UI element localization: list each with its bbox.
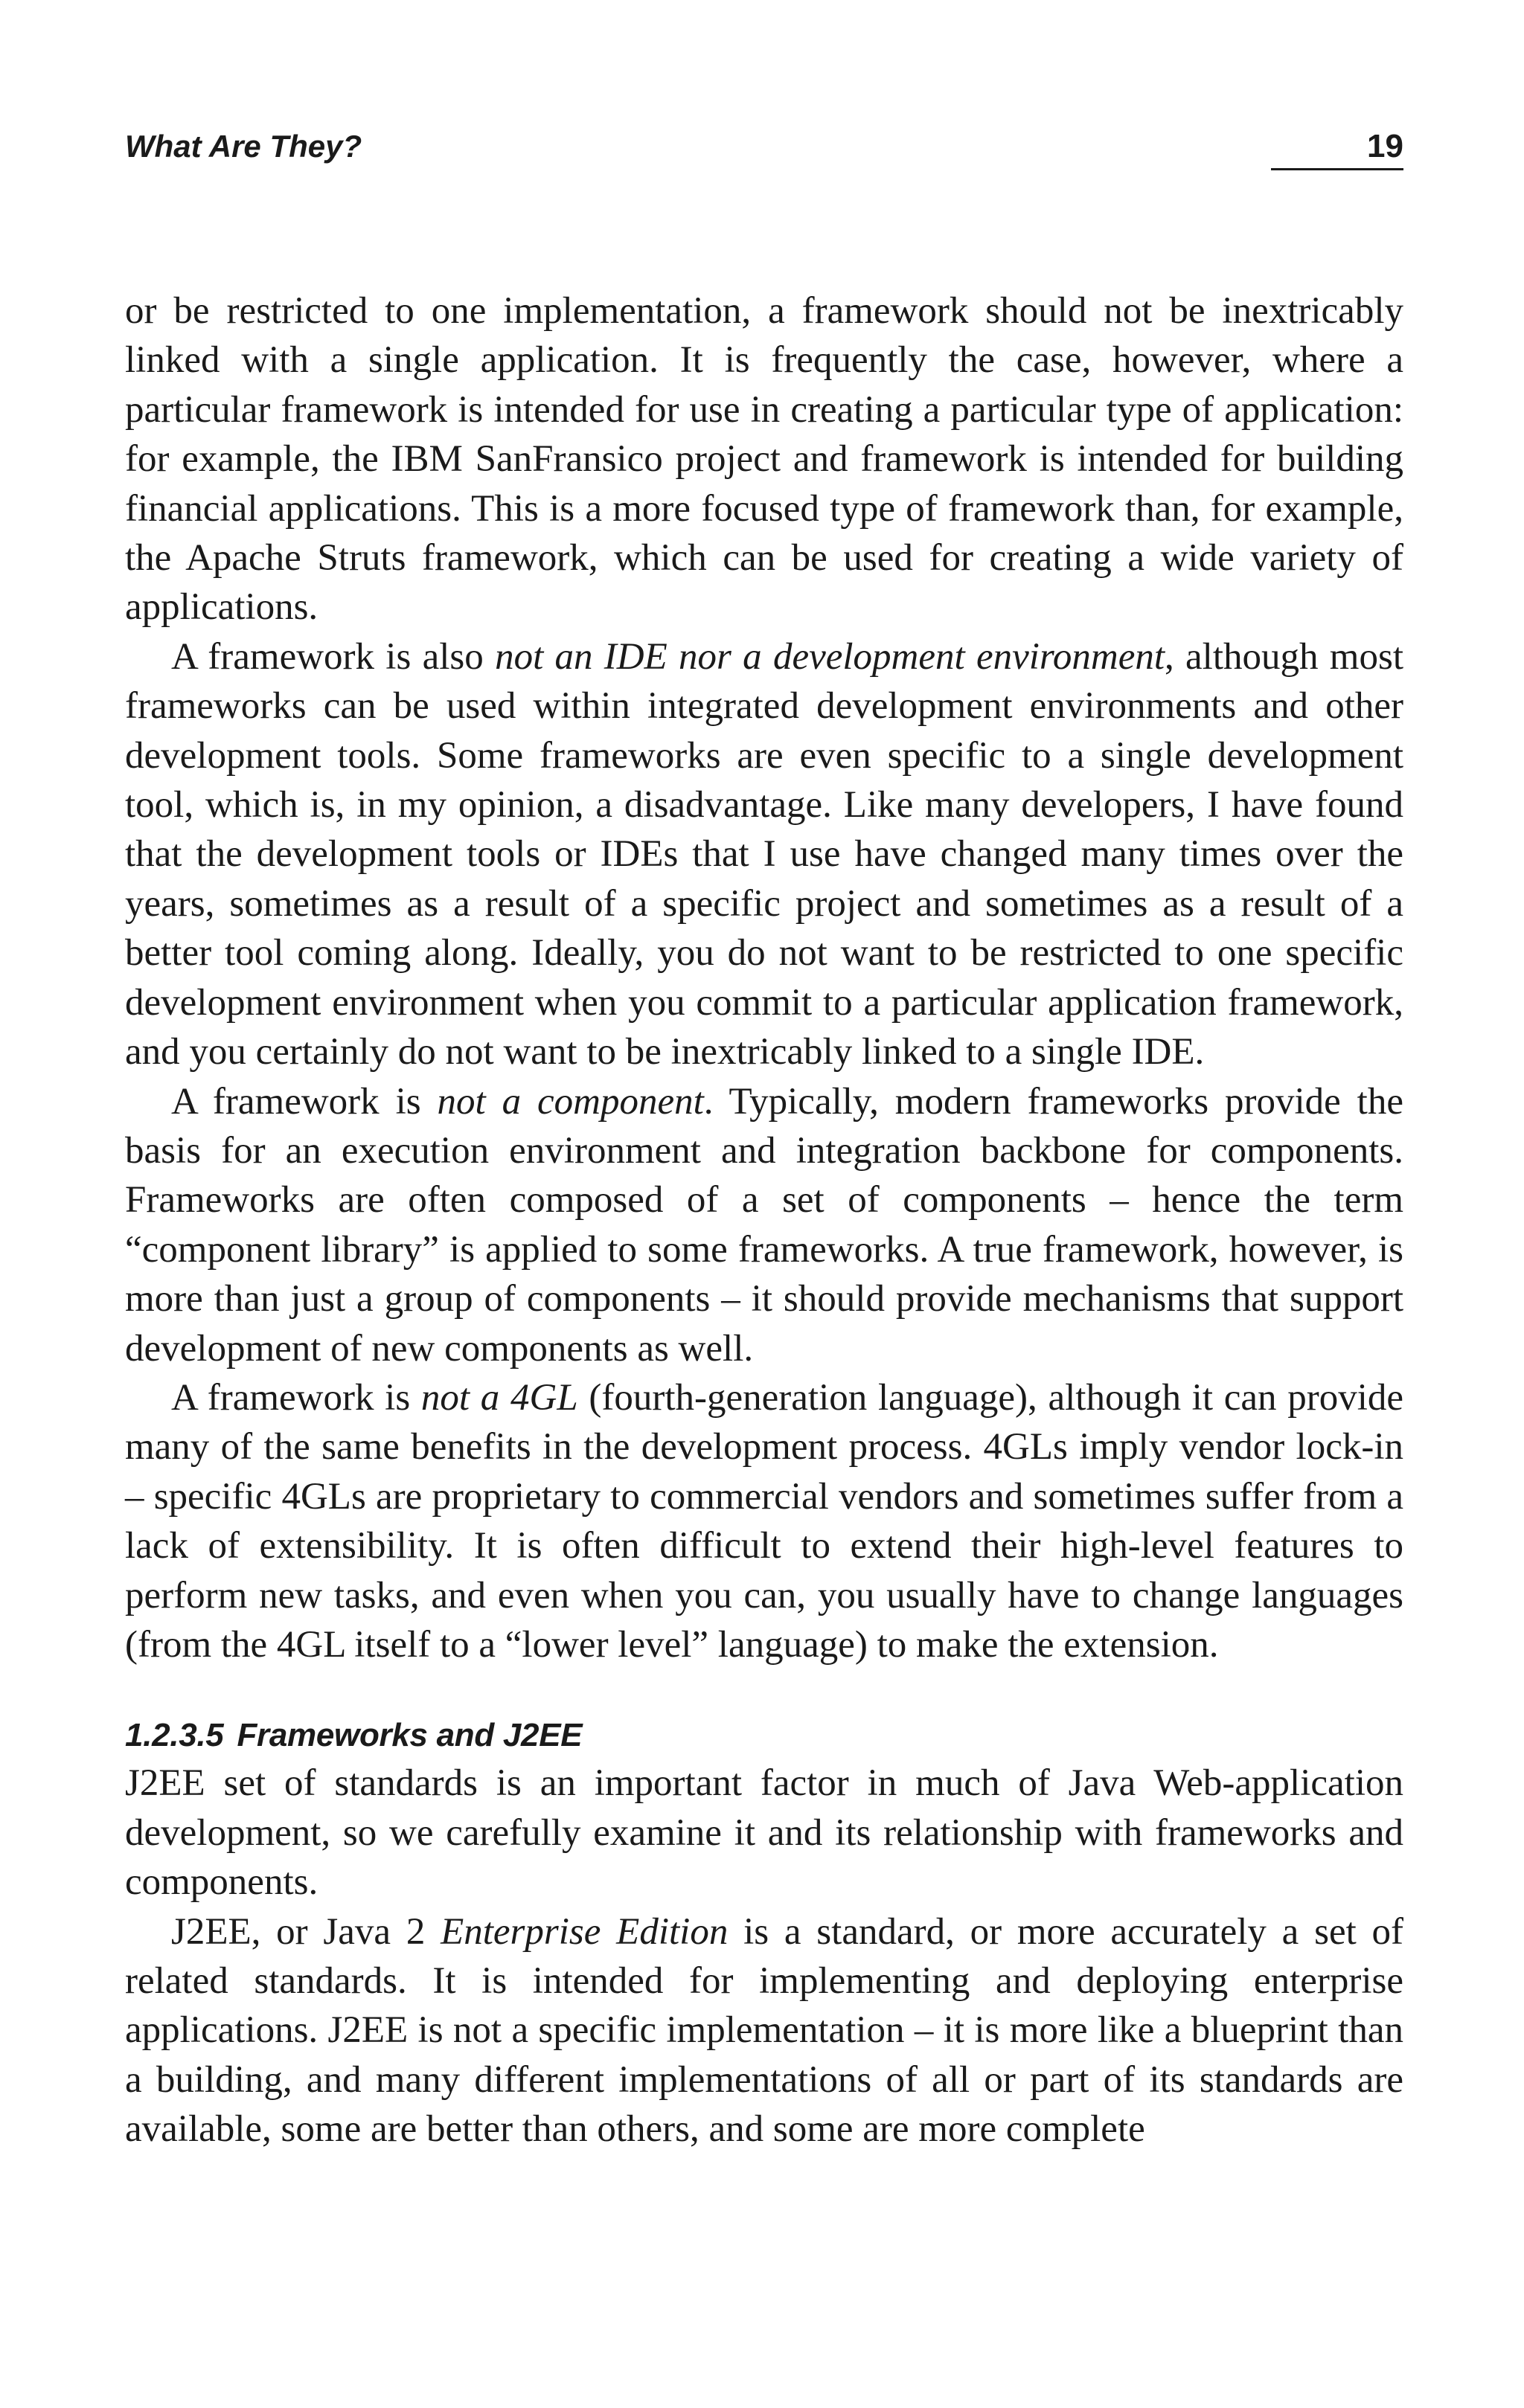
paragraph-j2ee-intro: J2EE set of standards is an important factor in much of Java Web-application development, so we carefully examine it and its relationship with frameworks and components. [125, 1762, 1403, 1904]
paragraph-continued: or be restricted to one implementation, a framework should not be inextricably linked with a single application. It is frequently the case, however, where a particular framework is intended for use in creating a particular type of application: for example, the IBM SanFransico project and framework is intended for building financial applications. This is a more focused type of framework than, for example, the Apache Struts framework, which can be used for creating a wide variety of applications. [125, 290, 1403, 629]
paragraph-not-component [125, 1077, 1403, 1373]
paragraph-text: A framework is [171, 1376, 421, 1419]
paragraph-text: J2EE, or Java 2 [171, 1910, 441, 1953]
paragraph-text: (fourth-generation language), although it can provide many of the same benefits in the development process. 4GLs imply vendor lock-in – specific 4GLs are proprietary to commercial vendors and sometimes suffer from a lack of extensibility. It is often difficult to extend their high-level features to perform new tasks, and even when you can, you usually have to change languages (from the 4GL itself to a “lower level” language) to make the extension. [125, 1376, 1403, 1666]
emphasis-text: not a 4GL [420, 1376, 578, 1419]
paragraph-j2ee-definition [125, 1907, 1403, 2154]
emphasis-text: not a component [437, 1080, 704, 1123]
running-head [125, 128, 1403, 173]
paragraph-text: is a standard, or more accurately a set of related standards. It is intended for implementing and deploying enterprise applications. J2EE is not a specific implementation – it is more like a blueprint than a building, and many different implementations of all or part of its standards are available, some are better than others, and some are more complete [125, 1910, 1403, 2151]
paragraph-text: A framework is [171, 1080, 438, 1123]
paragraph-text: , although most frameworks can be used within integrated development environments and other development tools. Some frameworks are even specific to a single development tool, which is, in my opinion, a disadvantage. Like many developers, I have found that the development tools or IDEs that I use have changed many times over the years, sometimes as a result of a specific project and sometimes as a result of a better tool coming along. Ideally, you do not want to be restricted to one specific development environment when you commit to a particular application framework, and you certainly do not want to be inextricably linked to a single IDE. [125, 635, 1403, 1073]
running-head-title: What Are They? [125, 129, 362, 164]
section-title: Frameworks and J2EE [237, 1717, 583, 1754]
body-text [125, 286, 1403, 2154]
section-number: 1.2.3.5 [125, 1717, 224, 1754]
paragraph-not-ide [125, 632, 1403, 1077]
emphasis-text: Enterprise Edition [441, 1910, 729, 1953]
paragraph-not-4gl [125, 1373, 1403, 1669]
page-number: 19 [1271, 128, 1403, 170]
paragraph-text: A framework is also [171, 635, 496, 678]
paragraph-text: . Typically, modern frameworks provide the basis for an execution environment and integration backbone for components. Frameworks are often composed of a set of components – hence the term “component library” is applied to some frameworks. A true framework, however, is more than just a group of components – it should provide mechanisms that support development of new components as well. [125, 1080, 1403, 1370]
section-heading [125, 1712, 1403, 1759]
emphasis-text: not an IDE nor a development environment [495, 635, 1165, 678]
